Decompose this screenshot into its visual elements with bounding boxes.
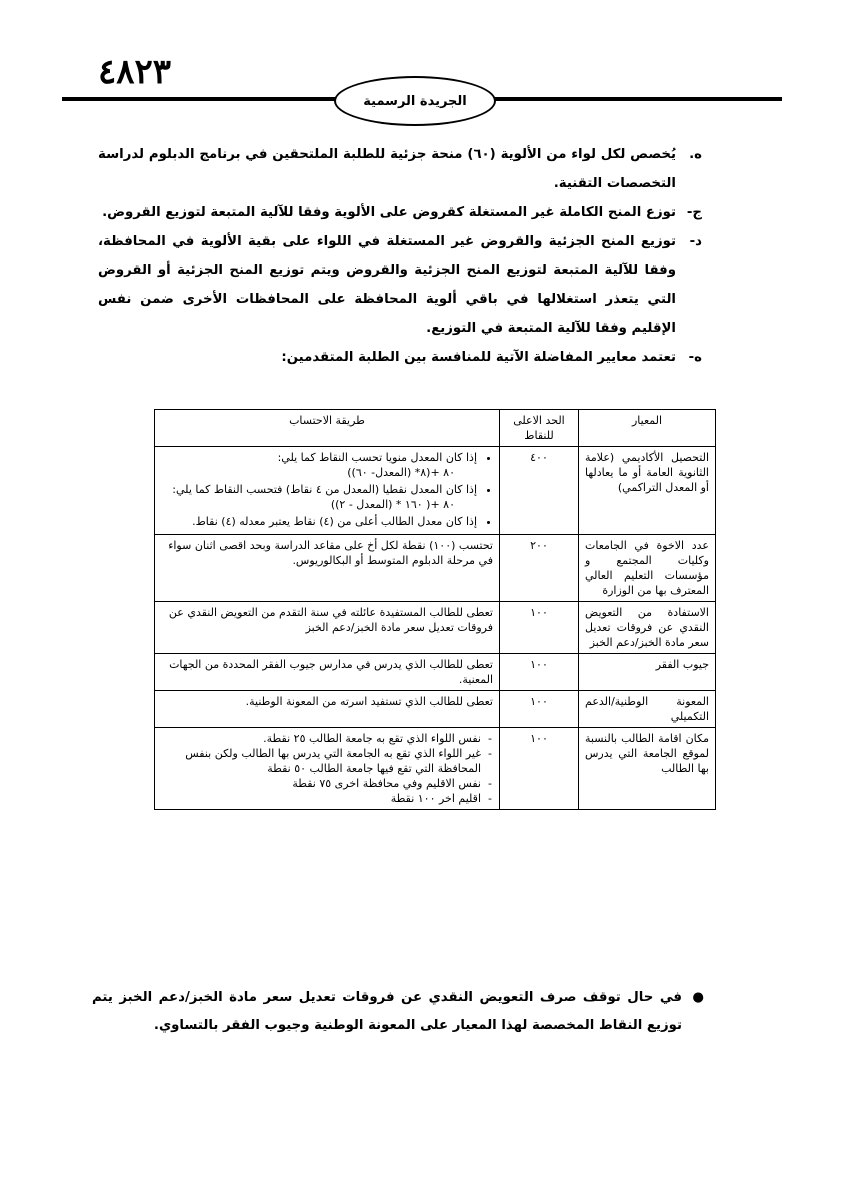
gazette-title-oval: [334, 76, 496, 126]
table-row: [155, 691, 716, 728]
table-row: [155, 535, 716, 602]
header-method: طريقة الاحتساب: [155, 410, 500, 447]
method-item: [161, 514, 477, 529]
points-cell: ١٠٠: [500, 602, 579, 654]
paragraph: [98, 140, 702, 198]
method-cell: [155, 447, 500, 535]
table-row: [155, 602, 716, 654]
method-cell: تحتسب (١٠٠) نقطة لكل أخ على مقاعد الدراسة وبحد اقصى اثنان سواء في مرحلة الدبلوم المتوسط أو البكالوريوس.: [155, 535, 500, 602]
method-cell: تعطى للطالب الذي تستفيد اسرته من المعونة الوطنية.: [155, 691, 500, 728]
paragraph-marker: ج-: [686, 205, 702, 220]
footnote-text: في حال توقف صرف التعويض النقدي عن فروقات تعديل سعر مادة الخبز/دعم الخبز يتم توزيع النقاط المخصصة لهذا المعيار على المعونة الوطنية وجيوب الفقر بالتساوي.: [92, 990, 682, 1033]
points-cell: ١٠٠: [500, 728, 579, 810]
method-dash-item: - اقليم اخر ١٠٠ نقطة: [161, 791, 481, 806]
formula: ٨٠ +(٨* (المعدل- ٦٠)): [347, 466, 455, 479]
paragraph: [98, 198, 702, 227]
criteria-table: [154, 409, 716, 810]
paragraph-text: توزع المنح الكاملة غير المستغلة كقروض على الألوية وفقا للآلية المتبعة لتوزيع القروض.: [102, 205, 676, 220]
table-row: [155, 447, 716, 535]
paragraph: [98, 343, 702, 372]
formula: ٨٠ +( ١٦٠ * (المعدل - ٢)): [330, 498, 455, 511]
paragraph-marker: ه.: [689, 147, 702, 162]
gazette-title: الجريدة الرسمية: [363, 93, 467, 109]
paragraph-marker: د-: [689, 234, 702, 249]
method-dash-item: - غير اللواء الذي تقع به الجامعة التي يدرس بها الطالب ولكن بنفس المحافظة التي تقع فيها جامعة الطالب ٥٠ نقطة: [161, 746, 481, 776]
method-item-text: • إذا كان معدل الطالب أعلى من (٤) نقاط يعتبر معدله (٤) نقاط.: [192, 515, 477, 528]
criterion-cell: مكان اقامة الطالب بالنسبة لموقع الجامعة التي يدرس بها الطالب: [579, 728, 716, 810]
method-cell: تعطى للطالب المستفيدة عائلته في سنة التقدم من التعويض النقدي عن فروقات تعديل سعر مادة الخبز/دعم الخبز: [155, 602, 500, 654]
points-cell: ٢٠٠: [500, 535, 579, 602]
header-criterion: المعيار: [579, 410, 716, 447]
table-row: [155, 728, 716, 810]
method-item: [161, 450, 477, 480]
method-cell: تعطى للطالب الذي يدرس في مدارس جيوب الفقر المحددة من الجهات المعنية.: [155, 654, 500, 691]
method-dash-item: - نفس اللواء الذي تقع به جامعة الطالب ٢٥ نقطة.: [161, 731, 481, 746]
criterion-cell: جيوب الفقر: [579, 654, 716, 691]
paragraph-text: توزيع المنح الجزئية والقروض غير المستغلة في اللواء على بقية الألوية في المحافظة، وفقا للآلية المتبعة لتوزيع المنح الجزئية والقروض ويتم توزيع المنح الجزئية أو القروض التي يتعذر استغلالها في باقي ألوية المحافظة على المحافظات الأخرى ضمن نفس الإقليم وفقا للآلية المتبعة في التوزيع.: [98, 234, 676, 336]
paragraph-list: [98, 140, 702, 372]
footnote: [92, 984, 708, 1040]
page-number: ٤٨٢٣: [98, 52, 172, 92]
points-cell: ١٠٠: [500, 691, 579, 728]
table-header-row: [155, 410, 716, 447]
method-dash-item: - نفس الاقليم وفي محافظة اخرى ٧٥ نقطة: [161, 776, 481, 791]
table-row: [155, 654, 716, 691]
method-item-text: • إذا كان المعدل نقطيا (المعدل من ٤ نقاط) فتحسب النقاط كما يلي:: [172, 483, 477, 496]
method-item: [161, 482, 477, 512]
header-max-points: الحد الاعلى للنقاط: [500, 410, 579, 447]
method-item-text: • إذا كان المعدل منويا تحسب النقاط كما يلي:: [277, 451, 477, 464]
method-list: [161, 450, 493, 529]
bullet-icon: ●: [692, 990, 704, 1005]
criterion-cell: عدد الاخوة في الجامعات وكليات المجتمع و مؤسسات التعليم العالي المعترف بها من الوزارة: [579, 535, 716, 602]
points-cell: ٤٠٠: [500, 447, 579, 535]
method-dash-list: [161, 731, 493, 806]
criterion-cell: الاستفادة من التعويض النقدي عن فروقات تعديل سعر مادة الخبز/دعم الخبز: [579, 602, 716, 654]
paragraph-marker: ه-: [688, 350, 702, 365]
criterion-cell: التحصيل الأكاديمي (علامة الثانوية العامة أو ما يعادلها أو المعدل التراكمي): [579, 447, 716, 535]
criterion-cell: المعونة الوطنية/الدعم التكميلي: [579, 691, 716, 728]
method-cell: [155, 728, 500, 810]
paragraph-text: يُخصص لكل لواء من الألوية (٦٠) منحة جزئية للطلبة الملتحقين في برنامج الدبلوم لدراسة التخصصات التقنية.: [98, 147, 676, 191]
paragraph-text: تعتمد معايير المفاضلة الآتية للمنافسة بين الطلبة المتقدمين:: [281, 350, 676, 365]
points-cell: ١٠٠: [500, 654, 579, 691]
paragraph: [98, 227, 702, 343]
